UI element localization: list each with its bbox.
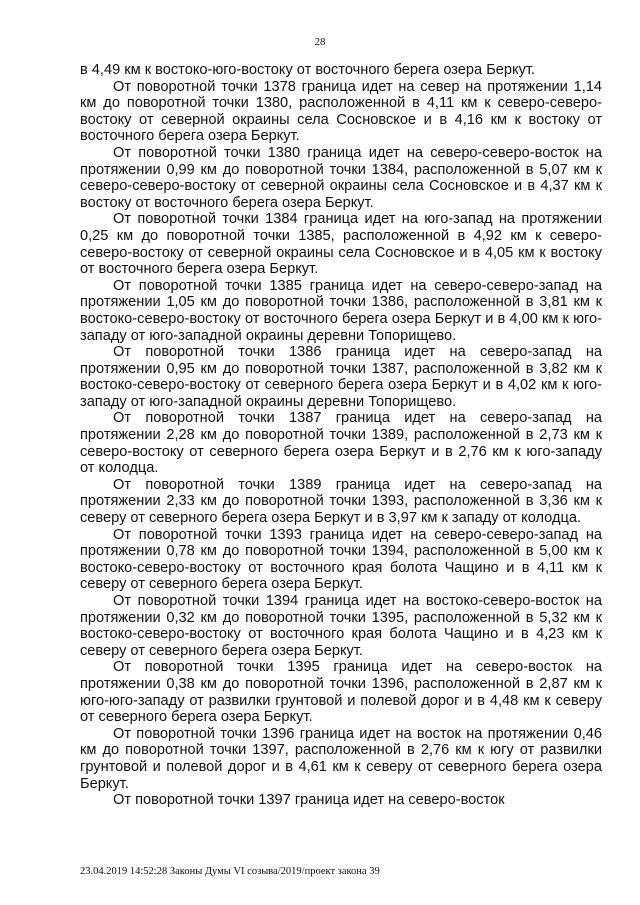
paragraph-point-1378: От поворотной точки 1378 граница идет на север на протяжении 1,14 км до поворотной точки 1380, расположенной в 4,11 км к северо-северо-востоку от северной окраины села Сосновское и в 4,16 км к востоку от восточного берега озера Беркут. [80, 78, 602, 145]
document-footer: 23.04.2019 14:52:28 Законы Думы VI созыва/2019/проект закона 39 [80, 866, 380, 877]
paragraph-point-1389: От поворотной точки 1389 граница идет на северо-запад на протяжении 2,33 км до поворотной точки 1393, расположенной в 3,36 км к северу от северного берега озера Беркут и в 3,97 км к западу от колодца. [80, 476, 602, 527]
paragraph-point-1395: От поворотной точки 1395 граница идет на северо-восток на протяжении 0,38 км до поворотной точки 1396, расположенной в 2,87 км к юго-юго-западу от развилки грунтовой и полевой дорог и в 4,48 км к северу от северного берега озера Беркут. [80, 659, 602, 726]
paragraph-point-1393: От поворотной точки 1393 граница идет на северо-северо-запад на протяжении 0,78 км до поворотной точки 1394, расположенной в 5,00 км к востоко-северо-востоку от восточного края болота Чащино и в 4,11 км к северу от северного берега озера Беркут. [80, 526, 602, 593]
document-body [80, 62, 602, 809]
page-number: 28 [314, 36, 326, 48]
paragraph-continuation: в 4,49 км к востоко-юго-востоку от восточного берега озера Беркут. [80, 62, 535, 78]
paragraph-point-1380: От поворотной точки 1380 граница идет на северо-северо-восток на протяжении 0,99 км до поворотной точки 1384, расположенной в 5,07 км к северо-северо-востоку от северной окраины села Сосновское и в 4,37 км к востоку от восточного берега озера Беркут. [80, 144, 602, 211]
paragraph-point-1384: От поворотной точки 1384 граница идет на юго-запад на протяжении 0,25 км до поворотной точки 1385, расположенной в 4,92 км к северо-северо-востоку от северной окраины села Сосновское и в 4,05 км к востоку от восточного берега озера Беркут. [80, 211, 602, 278]
paragraph-point-1394: От поворотной точки 1394 граница идет на востоко-северо-восток на протяжении 0,32 км до поворотной точки 1395, расположенной в 5,32 км к востоко-северо-востоку от восточного края болота Чащино и в 4,23 км к северу от северного берега озера Беркут. [80, 593, 602, 659]
paragraph-point-1386: От поворотной точки 1386 граница идет на северо-запад на протяжении 0,95 км до поворотной точки 1387, расположенной в 3,82 км к востоко-северо-востоку от северного берега озера Беркут и в 4,02 км к юго-западу от юго-западной окраины деревни Топорищево. [80, 344, 602, 410]
paragraph-point-1396: От поворотной точки 1396 граница идет на восток на протяжении 0,46 км до поворотной точки 1397, расположенной в 2,76 км к югу от развилки грунтовой и полевой дорог и в 4,61 км к северу от северного берега озера Беркут. [80, 725, 602, 792]
paragraph-point-1387: От поворотной точки 1387 граница идет на северо-запад на протяжении 2,28 км до поворотной точки 1389, расположенной в 2,73 км к северо-востоку от северного берега озера Беркут и в 2,76 км к юго-западу от колодца. [80, 410, 602, 477]
paragraph-point-1397: От поворотной точки 1397 граница идет на северо-восток [113, 792, 505, 809]
paragraph-point-1385: От поворотной точки 1385 граница идет на северо-северо-запад на протяжении 1,05 км до поворотной точки 1386, расположенной в 3,81 км к востоко-северо-востоку от восточного берега озера Беркут и в 4,00 км к юго-западу от юго-западной окраины деревни Топорищево. [80, 277, 602, 344]
